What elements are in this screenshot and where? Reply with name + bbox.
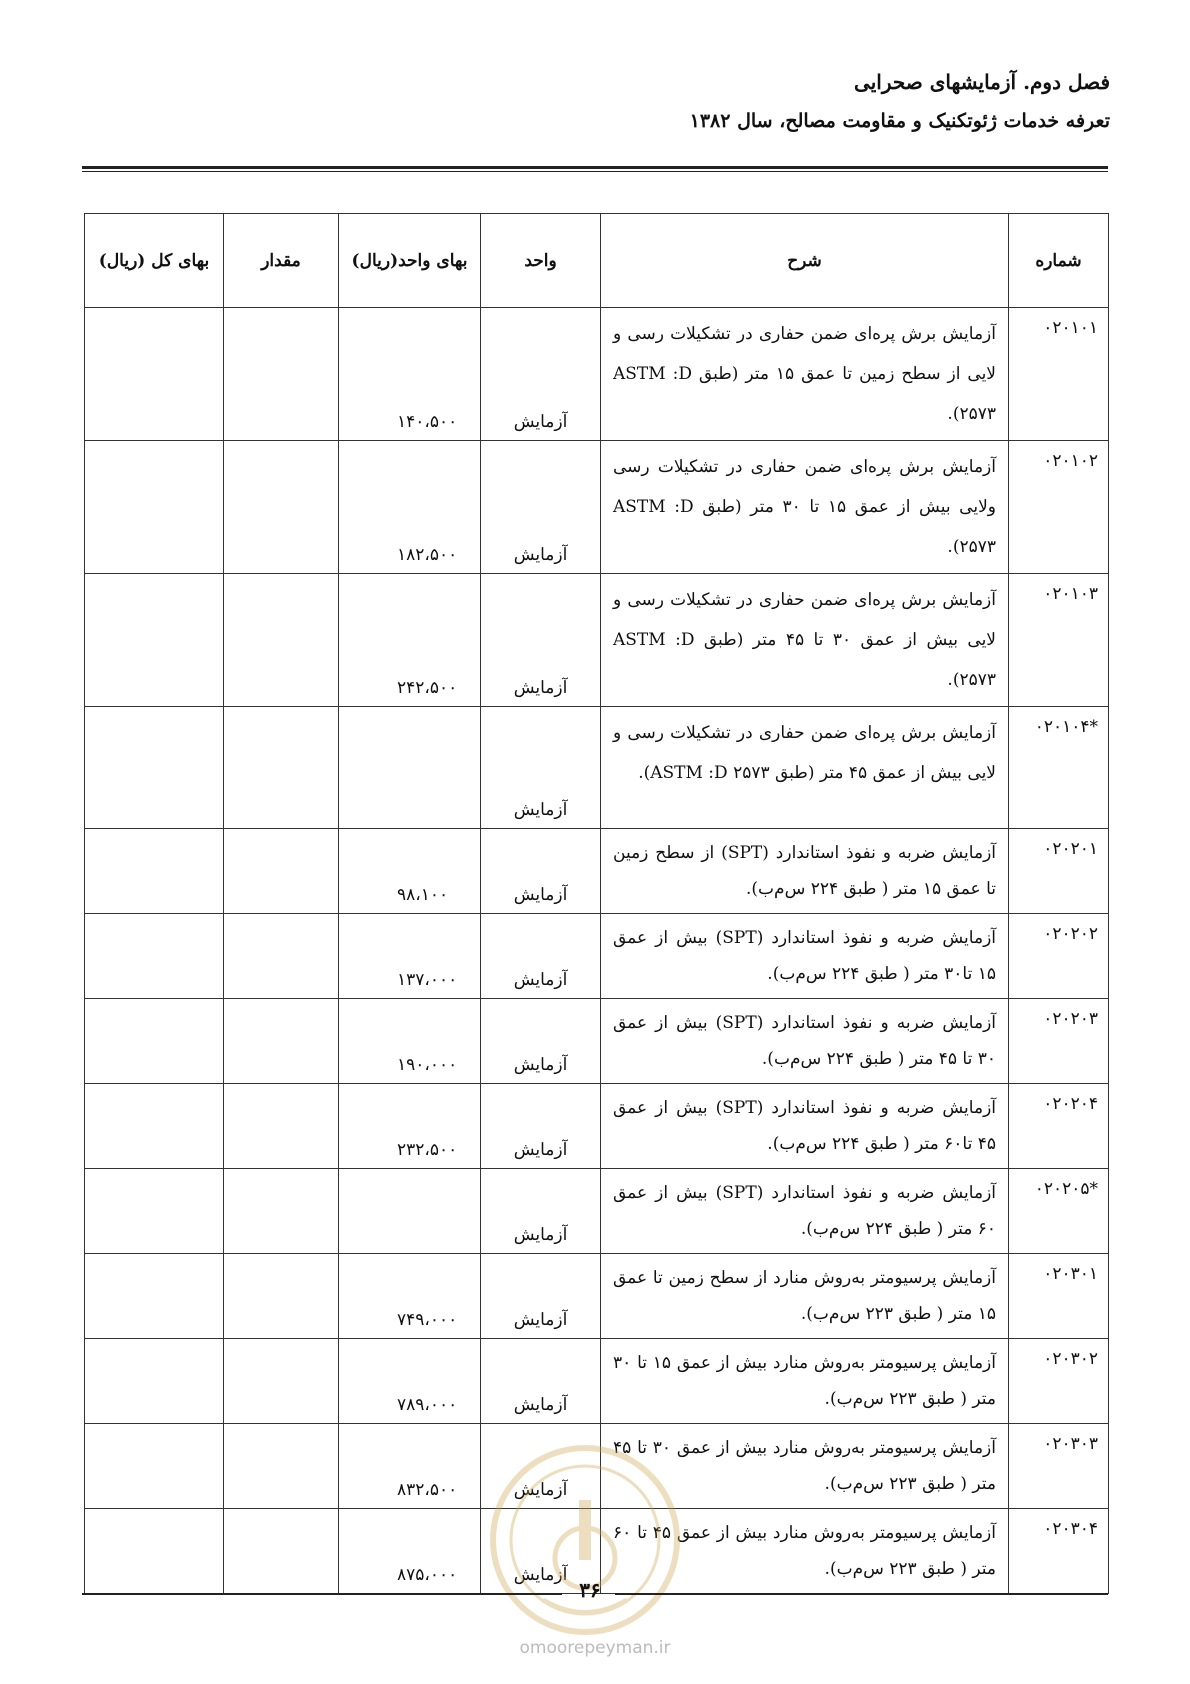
page-header xyxy=(80,70,1110,132)
row-quantity xyxy=(224,1339,339,1424)
row-unit-price: ۸۳۲،۵۰۰ xyxy=(339,1424,481,1509)
table-row xyxy=(85,1084,1109,1169)
row-unit-price: ۱۴۰،۵۰۰ xyxy=(339,308,481,441)
table-row xyxy=(85,829,1109,914)
column-header-unit-price: بهای واحد(ریال) xyxy=(339,214,481,308)
row-description: آزمایش برش پره‌ای ضمن حفاری در تشکیلات رسی و لایی از سطح زمین تا عمق ۱۵ متر (طبق ASTM :D ۲۵۷۳). xyxy=(601,308,1009,441)
row-quantity xyxy=(224,308,339,441)
row-code: ۰۲۰۳۰۲ xyxy=(1009,1339,1109,1424)
column-header-unit: واحد xyxy=(481,214,601,308)
row-description: آزمایش پرسیومتر به‌روش منارد از سطح زمین تا عمق ۱۵ متر ( طبق ۲۲۳ س‌م‌ب). xyxy=(601,1254,1009,1339)
row-quantity xyxy=(224,441,339,574)
row-description: آزمایش ضربه و نفوذ استاندارد (SPT) بیش از عمق ۱۵ تا۳۰ متر ( طبق ۲۲۴ س‌م‌ب). xyxy=(601,914,1009,999)
document-subtitle: تعرفه خدمات ژئوتکنیک و مقاومت مصالح، سال ۱۳۸۲ xyxy=(689,110,1110,132)
row-total xyxy=(85,1169,224,1254)
table-row xyxy=(85,308,1109,441)
row-code: ۰۲۰۳۰۱ xyxy=(1009,1254,1109,1339)
row-code: ۰۲۰۲۰۲ xyxy=(1009,914,1109,999)
row-unit: آزمایش xyxy=(481,441,601,574)
row-unit: آزمایش xyxy=(481,308,601,441)
row-description: آزمایش برش پره‌ای ضمن حفاری در تشکیلات رسی و لایی بیش از عمق ۴۵ متر (طبق ASTM :D ۲۵۷۳). xyxy=(601,707,1009,829)
row-description: آزمایش ضربه و نفوذ استاندارد (SPT) بیش از عمق ۶۰ متر ( طبق ۲۲۴ س‌م‌ب). xyxy=(601,1169,1009,1254)
row-description: آزمایش برش پره‌ای ضمن حفاری در تشکیلات رسی ولایی بیش از عمق ۱۵ تا ۳۰ متر (طبق ASTM :D ۲۵۷۳). xyxy=(601,441,1009,574)
page-number: ۳۶ xyxy=(579,1578,601,1602)
table-row xyxy=(85,574,1109,707)
row-quantity xyxy=(224,1169,339,1254)
column-header-code: شماره xyxy=(1009,214,1109,308)
row-total xyxy=(85,574,224,707)
row-total xyxy=(85,1339,224,1424)
row-unit-price: ۲۴۲،۵۰۰ xyxy=(339,574,481,707)
row-unit-price: ۹۸،۱۰۰ xyxy=(339,829,481,914)
row-total xyxy=(85,308,224,441)
row-total xyxy=(85,914,224,999)
row-unit: آزمایش xyxy=(481,1084,601,1169)
row-total xyxy=(85,1084,224,1169)
row-description: آزمایش پرسیومتر به‌روش منارد بیش از عمق ۳۰ تا ۴۵ متر ( طبق ۲۲۳ س‌م‌ب). xyxy=(601,1424,1009,1509)
row-unit: آزمایش xyxy=(481,914,601,999)
table-row xyxy=(85,999,1109,1084)
row-code: ۰۲۰۱۰۲ xyxy=(1009,441,1109,574)
row-quantity xyxy=(224,914,339,999)
row-quantity xyxy=(224,1509,339,1594)
row-description: آزمایش برش پره‌ای ضمن حفاری در تشکیلات رسی و لایی بیش از عمق ۳۰ تا ۴۵ متر (طبق ASTM :D ۲۵۷۳). xyxy=(601,574,1009,707)
row-total xyxy=(85,1424,224,1509)
column-header-description: شرح xyxy=(601,214,1009,308)
row-unit-price: ۱۸۲،۵۰۰ xyxy=(339,441,481,574)
row-description: آزمایش پرسیومتر به‌روش منارد بیش از عمق ۱۵ تا ۳۰ متر ( طبق ۲۲۳ س‌م‌ب). xyxy=(601,1339,1009,1424)
row-total xyxy=(85,441,224,574)
row-unit: آزمایش xyxy=(481,829,601,914)
row-unit-price: ۷۴۹،۰۰۰ xyxy=(339,1254,481,1339)
row-quantity xyxy=(224,1424,339,1509)
row-code: ۰۲۰۱۰۳ xyxy=(1009,574,1109,707)
row-code: ۰۲۰۱۰۱ xyxy=(1009,308,1109,441)
row-code: ۰۲۰۲۰۱ xyxy=(1009,829,1109,914)
row-unit: آزمایش xyxy=(481,574,601,707)
table-row xyxy=(85,1169,1109,1254)
row-unit-price: ۷۸۹،۰۰۰ xyxy=(339,1339,481,1424)
row-quantity xyxy=(224,1254,339,1339)
row-code: *۰۲۰۱۰۴ xyxy=(1009,707,1109,829)
watermark-url: omoorepeyman.ir xyxy=(519,1638,671,1658)
row-code: *۰۲۰۲۰۵ xyxy=(1009,1169,1109,1254)
row-unit: آزمایش xyxy=(481,1339,601,1424)
column-header-total: بهای کل (ریال) xyxy=(85,214,224,308)
table-row xyxy=(85,914,1109,999)
row-unit-price xyxy=(339,1169,481,1254)
row-code: ۰۲۰۲۰۳ xyxy=(1009,999,1109,1084)
row-quantity xyxy=(224,829,339,914)
row-total xyxy=(85,829,224,914)
row-unit: آزمایش xyxy=(481,1509,601,1594)
row-description: آزمایش ضربه و نفوذ استاندارد (SPT) بیش از عمق ۳۰ تا ۴۵ متر ( طبق ۲۲۴ س‌م‌ب). xyxy=(601,999,1009,1084)
row-unit: آزمایش xyxy=(481,1169,601,1254)
table-row xyxy=(85,707,1109,829)
row-description: آزمایش ضربه و نفوذ استاندارد (SPT) بیش از عمق ۴۵ تا۶۰ متر ( طبق ۲۲۴ س‌م‌ب). xyxy=(601,1084,1009,1169)
row-unit: آزمایش xyxy=(481,999,601,1084)
row-unit: آزمایش xyxy=(481,1424,601,1509)
row-code: ۰۲۰۳۰۳ xyxy=(1009,1424,1109,1509)
table-row xyxy=(85,1424,1109,1509)
row-quantity xyxy=(224,707,339,829)
row-description: آزمایش پرسیومتر به‌روش منارد بیش از عمق ۴۵ تا ۶۰ متر ( طبق ۲۲۳ س‌م‌ب). xyxy=(601,1509,1009,1594)
tariff-table xyxy=(84,213,1109,1594)
header-divider-thick xyxy=(82,166,1108,169)
row-total xyxy=(85,707,224,829)
footer-divider-right xyxy=(615,1593,1108,1595)
header-divider-thin xyxy=(82,171,1108,172)
row-code: ۰۲۰۲۰۴ xyxy=(1009,1084,1109,1169)
row-unit-price xyxy=(339,707,481,829)
footer-divider-left xyxy=(82,1593,562,1595)
row-unit: آزمایش xyxy=(481,1254,601,1339)
row-unit: آزمایش xyxy=(481,707,601,829)
row-quantity xyxy=(224,574,339,707)
chapter-title: فصل دوم. آزمایشهای صحرایی xyxy=(854,70,1110,94)
row-unit-price: ۲۳۲،۵۰۰ xyxy=(339,1084,481,1169)
row-unit-price: ۱۳۷،۰۰۰ xyxy=(339,914,481,999)
row-total xyxy=(85,1509,224,1594)
row-unit-price: ۱۹۰،۰۰۰ xyxy=(339,999,481,1084)
row-description: آزمایش ضربه و نفوذ استاندارد (SPT) از سطح زمین تا عمق ۱۵ متر ( طبق ۲۲۴ س‌م‌ب). xyxy=(601,829,1009,914)
row-unit-price: ۸۷۵،۰۰۰ xyxy=(339,1509,481,1594)
table-header-row xyxy=(85,214,1109,308)
table-row xyxy=(85,1339,1109,1424)
table-row xyxy=(85,441,1109,574)
row-quantity xyxy=(224,1084,339,1169)
row-quantity xyxy=(224,999,339,1084)
row-total xyxy=(85,1254,224,1339)
row-code: ۰۲۰۳۰۴ xyxy=(1009,1509,1109,1594)
row-total xyxy=(85,999,224,1084)
column-header-quantity: مقدار xyxy=(224,214,339,308)
table-row xyxy=(85,1254,1109,1339)
